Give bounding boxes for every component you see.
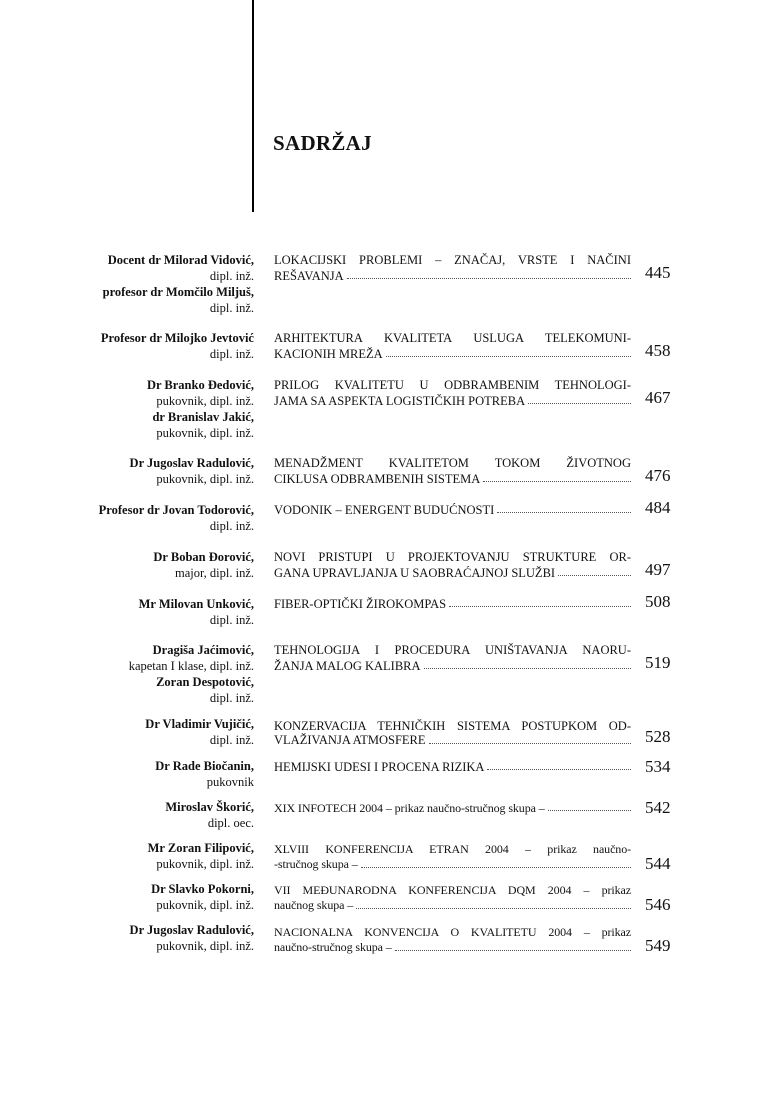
title-line: VII MEĐUNARODNA KONFERENCIJA DQM 2004 – prikaz [274, 883, 631, 897]
entry-authors [34, 881, 254, 913]
entry-authors [34, 549, 254, 581]
author-title: major, dipl. inž. [175, 566, 254, 580]
entry-title[interactable] [274, 925, 631, 955]
author-title: dipl. inž. [209, 269, 254, 283]
entry-authors [34, 330, 254, 362]
title-line: naučno-stručnog skupa – [274, 940, 392, 954]
author-title: pukovnik, dipl. inž. [156, 426, 254, 440]
dot-leader [487, 759, 631, 770]
entry-title[interactable] [274, 883, 631, 913]
dot-leader [483, 471, 631, 482]
title-line: ŽANJA MALOG KALIBRA [274, 659, 421, 673]
dot-leader [361, 857, 631, 868]
author-name: profesor dr Momčilo Miljuš, [102, 285, 254, 299]
dot-leader [395, 940, 631, 951]
dot-leader [449, 596, 631, 607]
author-name: Dr Vladimir Vujičić, [145, 717, 254, 731]
title-line: GANA UPRAVLJANJA U SAOBRAĆAJNOJ SLUŽBI [274, 566, 556, 580]
author-name: Dr Rade Biočanin, [155, 759, 254, 773]
entry-title[interactable] [274, 377, 631, 409]
page-number[interactable]: 546 [645, 895, 671, 914]
author-name: Zoran Despotović, [156, 675, 254, 689]
entry-authors [34, 455, 254, 487]
dot-leader [558, 565, 631, 576]
author-title: dipl. inž. [209, 347, 254, 361]
title-line: LOKACIJSKI PROBLEMI – ZNAČAJ, VRSTE I NAČINI [274, 253, 631, 267]
title-line: naučnog skupa – [274, 898, 354, 912]
page-number[interactable]: 497 [645, 560, 671, 579]
author-title: pukovnik, dipl. inž. [156, 939, 254, 953]
title-line: VLAŽIVANJA ATMOSFERE [274, 733, 426, 747]
author-title: pukovnik, dipl. inž. [156, 898, 254, 912]
author-title: kapetan I klase, dipl. inž. [128, 659, 254, 673]
author-name: Dr Jugoslav Radulović, [129, 456, 254, 470]
dot-leader [386, 346, 631, 357]
entry-title[interactable] [274, 455, 631, 487]
vertical-rule [252, 0, 254, 212]
page-number[interactable]: 476 [645, 466, 671, 485]
page-number[interactable]: 484 [645, 498, 671, 517]
page-number[interactable]: 549 [645, 936, 671, 955]
dot-leader [429, 733, 631, 744]
author-title: dipl. inž. [209, 691, 254, 705]
entry-title[interactable] [274, 642, 631, 674]
title-line: XLVIII KONFERENCIJA ETRAN 2004 – prikaz naučno- [274, 842, 631, 856]
page-number[interactable]: 542 [645, 798, 671, 817]
author-name: Dr Branko Đedović, [146, 378, 254, 392]
entry-title[interactable] [274, 502, 631, 518]
author-name: Mr Milovan Unković, [138, 597, 254, 611]
title-line: FIBER-OPTIČKI ŽIROKOMPAS [274, 597, 447, 611]
author-name: Dr Jugoslav Radulović, [129, 923, 254, 937]
author-name: Dr Boban Đorović, [153, 550, 254, 564]
entry-authors [34, 922, 254, 954]
entry-authors [34, 596, 254, 628]
page-number[interactable]: 544 [645, 854, 671, 873]
author-name: Profesor dr Jovan Todorović, [98, 503, 254, 517]
entry-title[interactable] [274, 759, 631, 775]
page-number[interactable]: 458 [645, 341, 671, 360]
page-number[interactable]: 445 [645, 263, 671, 282]
entry-title[interactable] [274, 719, 631, 748]
title-line: KONZERVACIJA TEHNIČKIH SISTEMA POSTUPKOM OD- [274, 719, 631, 733]
dot-leader [347, 268, 631, 279]
entry-title[interactable] [274, 800, 631, 816]
page-number[interactable]: 508 [645, 592, 671, 611]
author-name: Miroslav Škorić, [165, 800, 254, 814]
title-line: KACIONIH MREŽA [274, 347, 383, 361]
title-line: XIX INFOTECH 2004 – prikaz naučno-stručnog skupa – [274, 801, 545, 815]
entry-authors [34, 799, 254, 831]
title-line: VODONIK – ENERGENT BUDUĆNOSTI [274, 503, 495, 517]
page-number[interactable]: 519 [645, 653, 671, 672]
page-title: SADRŽAJ [273, 131, 372, 155]
title-line: NOVI PRISTUPI U PROJEKTOVANJU STRUKTURE OR- [274, 550, 631, 564]
entry-authors [34, 252, 254, 316]
author-name: Dragiša Jaćimović, [152, 643, 254, 657]
author-title: pukovnik, dipl. inž. [156, 857, 254, 871]
author-name: Docent dr Milorad Vidović, [107, 253, 254, 267]
author-name: Dr Slavko Pokorni, [151, 882, 254, 896]
entry-title[interactable] [274, 330, 631, 362]
entry-title[interactable] [274, 596, 631, 612]
entry-authors [34, 840, 254, 872]
title-line: HEMIJSKI UDESI I PROCENA RIZIKA [274, 760, 485, 774]
title-line: REŠAVANJA [274, 269, 344, 283]
dot-leader [424, 658, 631, 669]
title-line: JAMA SA ASPEKTA LOGISTIČKIH POTREBA [274, 394, 526, 408]
entry-authors [34, 716, 254, 748]
author-title: dipl. inž. [209, 519, 254, 533]
dot-leader [528, 393, 631, 404]
title-line: CIKLUSA ODBRAMBENIH SISTEMA [274, 472, 481, 486]
author-title: pukovnik, dipl. inž. [156, 394, 254, 408]
title-line: PRILOG KVALITETU U ODBRAMBENIM TEHNOLOGI- [274, 378, 631, 392]
author-title: dipl. inž. [209, 301, 254, 315]
author-name: Profesor dr Milojko Jevtović [100, 331, 254, 345]
title-line: NACIONALNA KONVENCIJA O KVALITETU 2004 – prikaz [274, 925, 631, 939]
entry-title[interactable] [274, 842, 631, 872]
page-number[interactable]: 467 [645, 388, 671, 407]
page-number[interactable]: 534 [645, 757, 671, 776]
entry-authors [34, 642, 254, 706]
entry-authors [34, 758, 254, 790]
title-line: -stručnog skupa – [274, 857, 358, 871]
title-line: TEHNOLOGIJA I PROCEDURA UNIŠTAVANJA NAORU- [274, 643, 631, 657]
dot-leader [356, 898, 631, 909]
page-number[interactable]: 528 [645, 727, 671, 746]
title-line: ARHITEKTURA KVALITETA USLUGA TELEKOMUNI- [274, 331, 631, 345]
dot-leader [497, 502, 631, 513]
entry-authors [34, 377, 254, 441]
entry-authors [34, 502, 254, 534]
author-name: dr Branislav Jakić, [152, 410, 254, 424]
entry-title[interactable] [274, 252, 631, 284]
author-title: dipl. oec. [207, 816, 254, 830]
dot-leader [548, 800, 631, 811]
author-title: dipl. inž. [209, 733, 254, 747]
entry-title[interactable] [274, 549, 631, 581]
author-title: dipl. inž. [209, 613, 254, 627]
author-title: pukovnik [206, 775, 254, 789]
author-name: Mr Zoran Filipović, [147, 841, 254, 855]
title-line: MENADŽMENT KVALITETOM TOKOM ŽIVOTNOG [274, 456, 631, 470]
author-title: pukovnik, dipl. inž. [156, 472, 254, 486]
